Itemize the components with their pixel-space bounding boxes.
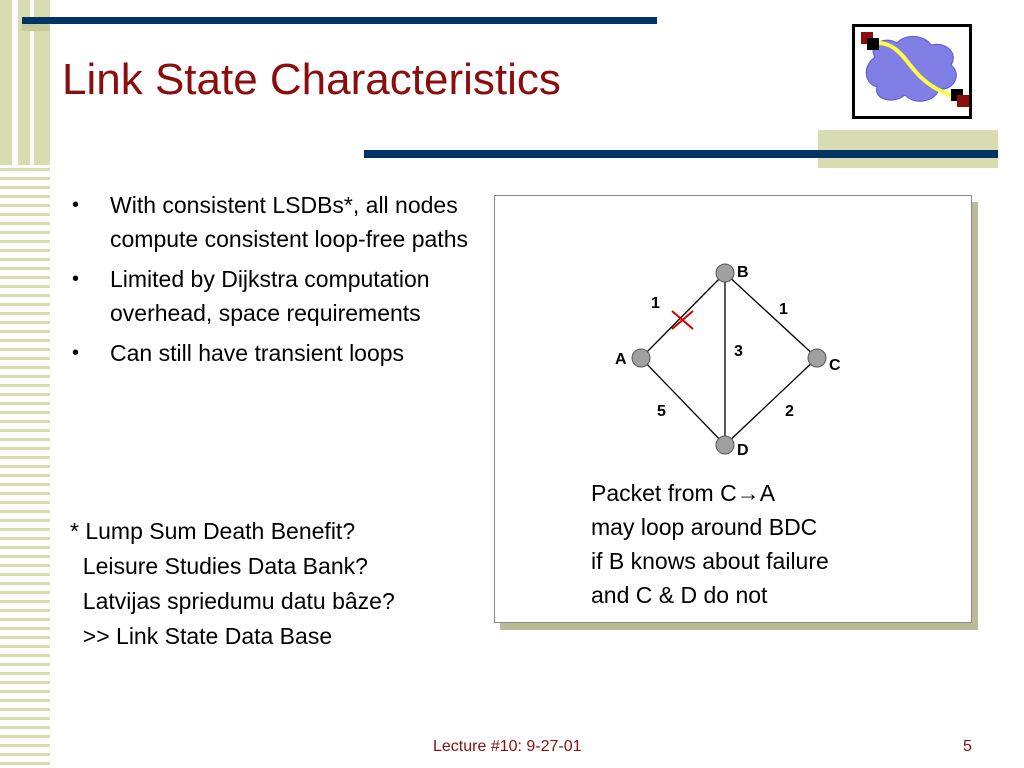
- node-a: [632, 349, 650, 367]
- footer-lecture: Lecture #10: 9-27-01: [433, 738, 582, 755]
- footnote-line: >> Link State Data Base: [70, 623, 333, 649]
- edge-weight-bc: 1: [779, 301, 788, 318]
- edge-a-d: [641, 358, 725, 445]
- link-failure-icon: [672, 311, 693, 329]
- title-rule: [364, 150, 998, 158]
- node-label-a: A: [615, 351, 627, 368]
- footnote-line: * Lump Sum Death Benefit?: [70, 518, 356, 544]
- bullet-marker: •: [72, 268, 80, 290]
- network-cloud-icon: [852, 24, 972, 119]
- edge-weight-cd: 2: [785, 403, 794, 420]
- caption-line: [591, 476, 829, 510]
- footnote-line: Leisure Studies Data Bank?: [70, 553, 368, 579]
- caption-line: if B knows about failure: [591, 548, 829, 574]
- edge-c-d: [725, 358, 817, 445]
- network-diagram-panel: [494, 195, 972, 623]
- node-c: [808, 349, 826, 367]
- bullet-marker: •: [72, 194, 80, 216]
- diagram-caption: [591, 476, 829, 612]
- edge-a-b: [641, 273, 725, 358]
- top-rule: [22, 17, 657, 24]
- arrow-right-icon: →: [736, 480, 760, 506]
- node-label-d: D: [737, 442, 749, 459]
- edge-weight-ad: 5: [657, 403, 666, 420]
- node-label-b: B: [737, 264, 749, 281]
- bullet-item: [72, 188, 492, 256]
- caption-line: and C & D do not: [591, 582, 768, 608]
- footnote: [70, 514, 395, 654]
- caption-packet-dest: A: [759, 480, 776, 506]
- footnote-line: Latvijas spriedumu datu bâze?: [70, 588, 395, 614]
- bullet-text: Can still have transient loops: [110, 340, 405, 366]
- footer-page-number: 5: [963, 738, 972, 755]
- top-rule-accent: [22, 24, 50, 31]
- bullet-item: [72, 262, 492, 330]
- network-graph: [495, 196, 971, 466]
- node-d: [716, 436, 734, 454]
- node-b: [716, 264, 734, 282]
- caption-line: may loop around BDC: [591, 514, 818, 540]
- node-label-c: C: [829, 357, 841, 374]
- title-rule-accent: [818, 130, 998, 168]
- bullet-list: [72, 188, 492, 376]
- edge-weight-ab: 1: [651, 295, 660, 312]
- edge-weight-bd: 3: [734, 343, 743, 360]
- bullet-text: With consistent LSDBs*, all nodes compute consistent loop-free paths: [110, 192, 468, 252]
- bullet-marker: •: [72, 342, 80, 364]
- bullet-text: Limited by Dijkstra computation overhead, space requirements: [110, 266, 430, 326]
- caption-packet-source: Packet from C: [591, 480, 737, 506]
- bullet-item: [72, 336, 492, 370]
- slide-title: Link State Characteristics: [62, 55, 561, 104]
